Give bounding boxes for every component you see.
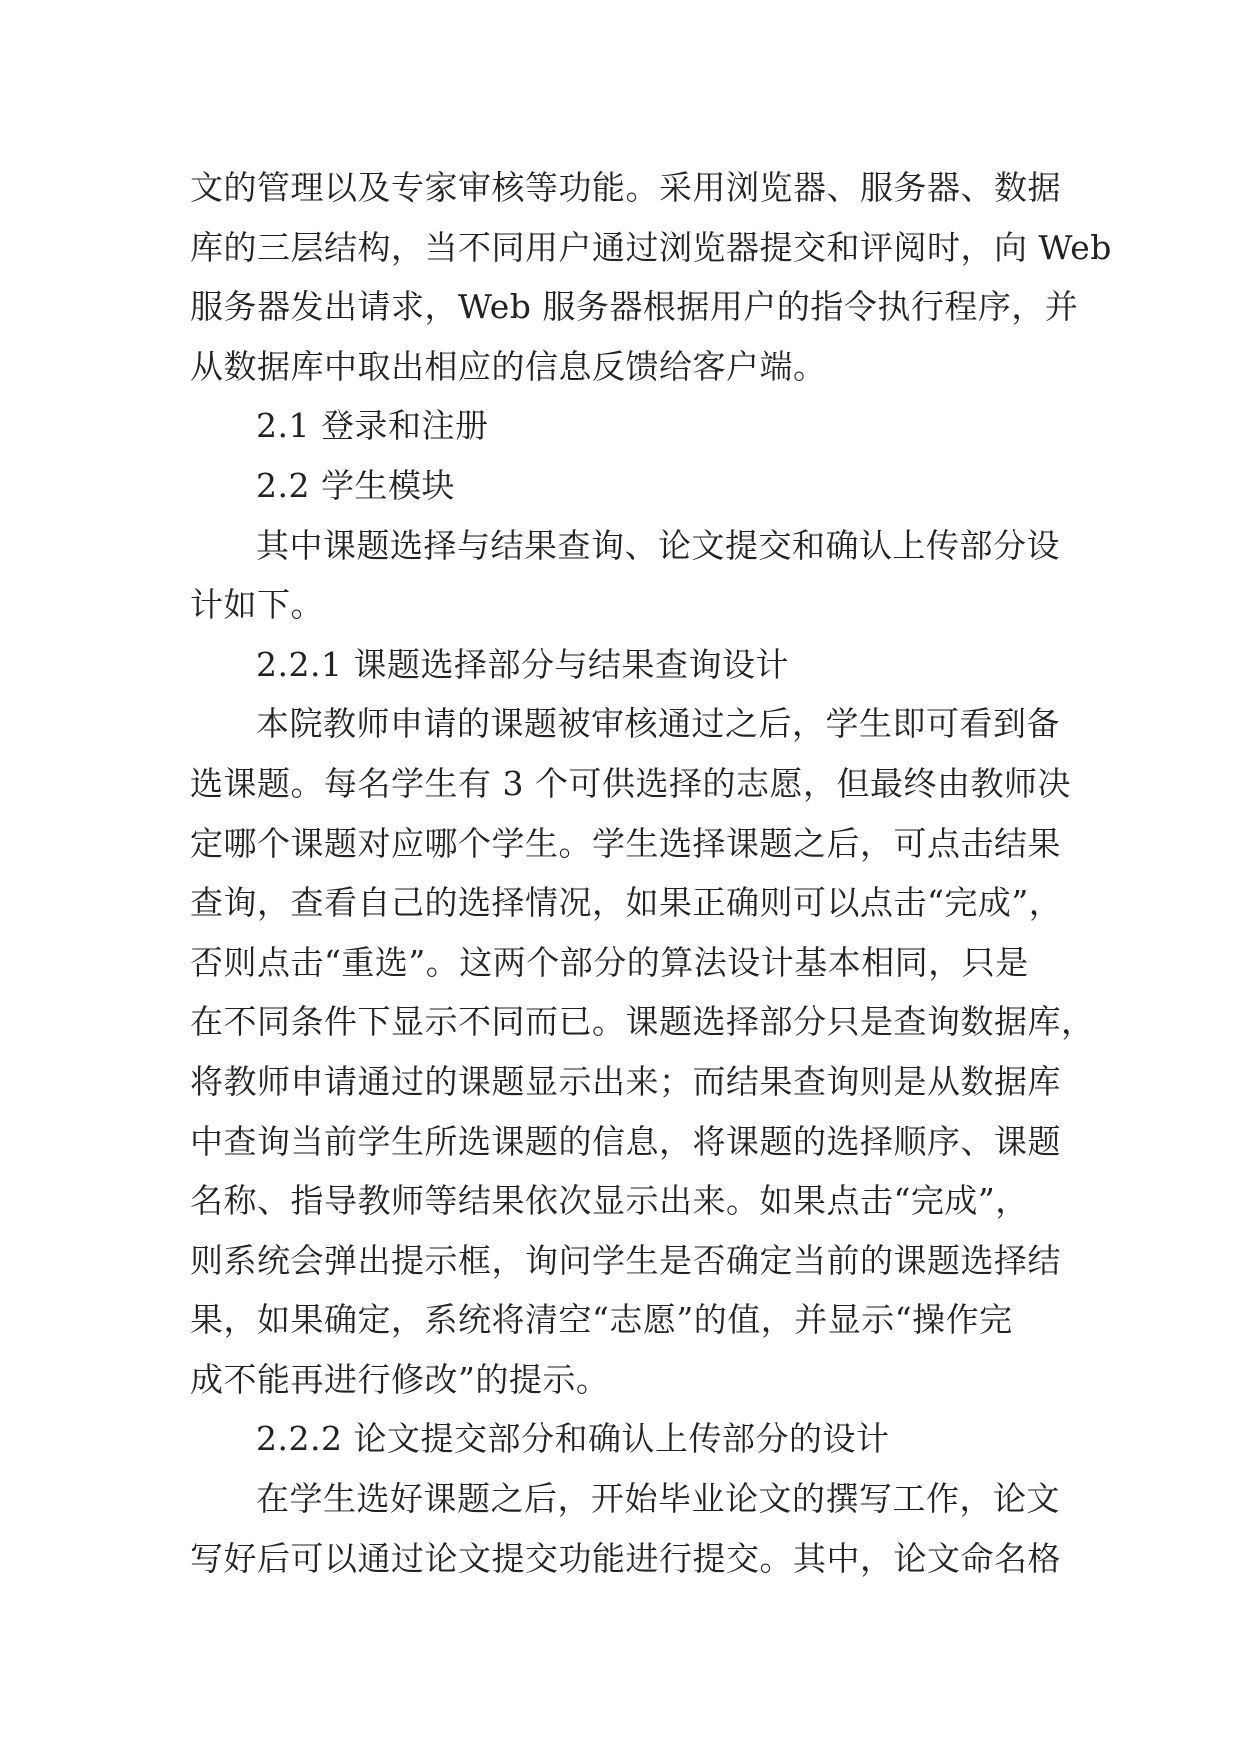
section-heading: 2.1 登录和注册 [256,406,489,446]
text-line: 选课题。每名学生有 3 个可供选择的志愿，但最终由教师决 [190,763,1071,803]
text-line: 从数据库中取出相应的信息反馈给客户端。 [190,346,827,386]
text-line: 其中课题选择与结果查询、论文提交和确认上传部分设 [256,525,1060,565]
text-line: 中查询当前学生所选课题的信息，将课题的选择顺序、课题 [190,1121,1061,1161]
section-heading: 2.2.2 论文提交部分和确认上传部分的设计 [256,1419,890,1459]
text-line: 成不能再进行修改”的提示。 [190,1359,610,1399]
document-page [190,158,1112,1588]
text-line: 库的三层结构，当不同用户通过浏览器提交和评阅时，向 Web [190,227,1112,267]
section-heading: 2.2.1 课题选择部分与结果查询设计 [256,644,789,684]
text-line: 果，如果确定，系统将清空“志愿”的值，并显示“操作完 [190,1300,1013,1340]
text-line: 计如下。 [190,585,324,625]
text-line: 服务器发出请求，Web 服务器根据用户的指令执行程序，并 [190,287,1079,327]
text-line: 在不同条件下显示不同而已。课题选择部分只是查询数据库， [190,1002,1095,1042]
text-line: 定哪个课题对应哪个学生。学生选择课题之后，可点击结果 [190,823,1061,863]
text-line: 则系统会弹出提示框，询问学生是否确定当前的课题选择结 [190,1240,1061,1280]
text-line: 否则点击“重选”。这两个部分的算法设计基本相同，只是 [190,942,1029,982]
text-line: 本院教师申请的课题被审核通过之后，学生即可看到备 [256,704,1060,744]
text-line: 写好后可以通过论文提交功能进行提交。其中，论文命名格 [190,1538,1061,1578]
text-line: 在学生选好课题之后，开始毕业论文的撰写工作，论文 [256,1479,1060,1519]
section-heading: 2.2 学生模块 [256,465,455,505]
text-line: 查询，查看自己的选择情况，如果正确则可以点击“完成”， [190,883,1063,923]
text-line: 文的管理以及专家审核等功能。采用浏览器、服务器、数据 [190,168,1061,207]
text-line: 名称、指导教师等结果依次显示出来。如果点击“完成”， [190,1181,1029,1221]
text-line: 将教师申请通过的课题显示出来；而结果查询则是从数据库 [190,1061,1061,1101]
